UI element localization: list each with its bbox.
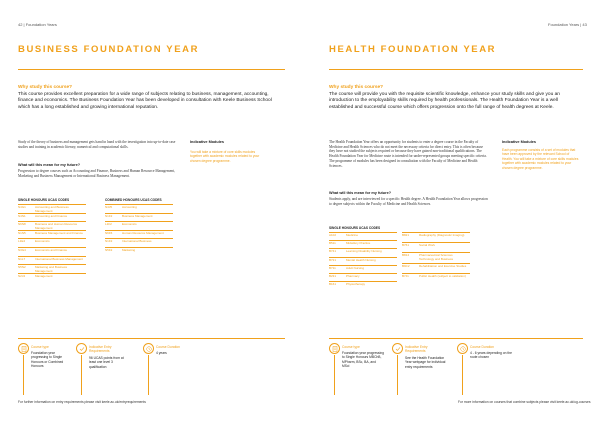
course-name: Accounting and Finance [35,213,68,218]
why-heading: Why study this course? [329,85,384,90]
checklist-icon [392,343,403,354]
course-name: Human Resource Management [122,230,164,235]
info-divider [329,338,583,339]
ucas-code: N5F2 [105,248,113,252]
course-name: Medicine [346,233,359,237]
course-name: Accounting [122,205,137,209]
course-name: Business and Human Resource Management [35,222,78,230]
info-line [23,355,24,395]
ucas-code: L1E4 [18,239,26,244]
course-name: Accounting and Business Management [35,205,69,213]
combined-honours-header: COMBINED HONOURS UCAS CODES [105,198,162,202]
info-line [334,355,335,395]
table-row [18,273,86,282]
table-row [402,242,470,251]
course-name: Social Work [419,243,435,248]
table-row [402,232,470,241]
info-divider [18,338,285,339]
course-name: Economics and Finance [35,248,68,252]
divider [18,69,285,70]
ucas-code: B761 [402,243,410,248]
table-row [105,247,173,256]
ucas-code: N1L7 [18,256,26,261]
footer-note: For further information on entry requirements please visit keele.ac.uk/entryrequirements [18,400,146,404]
course-type-label: Course type [31,345,49,349]
ucas-code: B9C2 [402,263,410,268]
future-heading: What will this mean for my future? [329,191,392,195]
ucas-code: B821 [402,233,410,237]
ucas-code: N6F6 [105,230,113,235]
single-honours-header: SINGLE HONOURS UCAS CODES [329,226,381,230]
ucas-code: A102 [329,233,337,237]
table-row [329,281,397,290]
course-name: Physiotherapy [346,282,366,287]
entry-requirements-label: Indicative Entry Requirements [89,345,112,354]
course-name: Mental Health Nursing [346,257,376,262]
single-honours-header: SINGLE HONOURS UCAS CODES [18,198,70,202]
indicative-modules-heading: Indicative Modules [502,140,536,144]
intro-paragraph: The course will provide you with the requisite scientific knowledge, enhance your study skills and give you an introduction to the employability skills required by health professionals. The Health Foundation Year is a well established and successful course which offers progression onto the full range of health degrees at Keele. [329,92,560,110]
ucas-code: N4G1 [18,205,26,209]
course-name: International Business Management [35,256,83,261]
table-row [402,273,470,282]
checklist-icon [76,343,87,354]
course-duration-text: 4 - 6 years depending on the route chosen [470,351,512,360]
indicative-modules-text: You will take a mixture of core skills modules together with academic modules related to your chosen degree programme. [190,150,260,163]
ucas-code: N1F2 [105,213,113,218]
course-name: Public Health (subject to validation) [419,273,466,278]
course-name: Pharmaceutical Sciences Technology and Business [419,253,454,262]
info-line [462,355,463,395]
indicative-modules-heading: Indicative Modules [190,140,224,144]
clipboard-icon [18,343,29,354]
ucas-code: N6N8 [18,222,26,227]
indicative-modules-text: Each programme consists of a set of modules that have been approved by the relevant School of Health. You will take a mixture of core skills modules together with academic modules related to your chosen degree programme. [502,148,579,170]
course-name: Radiography (Diagnostic Imaging) [419,233,465,237]
ucas-code: N4N1 [18,213,26,218]
running-header: Foundation Years | 43 [548,22,587,27]
info-line [148,355,149,395]
ucas-code: B161 [329,282,337,287]
body-paragraph-1: Study of the theory of business and management gets hand in hand with the investigation into up-to-date case studies and training in academic literary, numerical and computational skills. [18,140,176,149]
clipboard-icon [329,343,340,354]
clock-icon [143,343,154,354]
ucas-code: B511 [329,241,336,246]
ucas-code: N3G4 [18,248,26,252]
right-page [300,0,600,428]
course-name: Rehabilitation and Exercise Studies [419,263,467,268]
ucas-code: L1F2 [105,222,112,227]
course-name: Business Management and Finance [35,230,83,235]
course-name: Pharmacy [346,274,360,278]
entry-requirements-text: See the Health Foundation Year webpage for individual entry requirements [405,356,446,369]
ucas-code: N1F2 [105,239,113,244]
course-duration-label: Course Duration [156,345,181,349]
course-name: Marketing [122,248,136,252]
course-name: Economics [122,222,137,227]
body-paragraph-2: Students apply, and are interviewed for a specific Health degree. A Health Foundation Year allows progression to degree subjects within the Faculty of Medicine and Health Sciences. [329,197,488,206]
clock-icon [457,343,468,354]
entry-requirements-label: Indicative Entry Requirements [405,345,428,354]
info-line [397,355,398,395]
intro-paragraph: This course provides excellent preparation for a wide range of subjects relating to business, management, accounting, finance and economics. The Business Foundation Year has been developed in consultation with Keele Business School which has a long established and growing international reputation. [18,92,272,110]
ucas-code: N1N5 [18,230,26,235]
ucas-code: B814 [402,253,410,258]
course-name: Midwifery Practice [346,241,371,246]
course-duration-text: 4 years [156,351,167,355]
future-heading: What will this mean for my future? [18,163,81,167]
ucas-code: B231 [329,274,337,278]
ucas-code: B741 [329,249,337,254]
running-header: 42 | Foundation Years [18,22,57,27]
course-name: Business Management [122,213,153,218]
ucas-code: N5N2 [18,265,26,270]
course-name: Adult Nursing [346,265,365,270]
ucas-code: N2J4 [18,273,26,278]
course-name: Learning Disability Nursing [346,249,382,254]
table-row [402,252,470,261]
info-line [81,355,82,395]
ucas-code: B721 [329,257,337,262]
ucas-code: B7J1 [402,273,409,278]
ucas-code: N4J5 [105,205,113,209]
divider [329,69,583,70]
course-name: Management [35,273,53,278]
course-name: Economics [35,239,50,244]
course-name: Marketing and Business Management [35,265,68,273]
table-row [402,263,470,272]
why-heading: Why study this course? [18,85,73,90]
footer-note: For more information on courses that combine subjects please visit keele.ac.uk/ug-courses [458,400,591,404]
ucas-code: B711 [329,265,336,270]
page-title: BUSINESS FOUNDATION YEAR [18,44,200,55]
course-type-text: Foundation year progressing to Single Honours MBChB, MPharm, BSc, BA, and MSci [342,351,384,369]
entry-requirements-text: 96 UCAS points from at least one level 3 qualification [89,356,124,369]
body-paragraph-2: Progression to degree courses such as Accounting and Finance, Business and Human Resource Management, Marketing and Business Management or International Business Management. [18,169,175,178]
body-paragraph-1: The Health Foundation Year offers an opportunity for students to enter a degree course in the Faculty of Medicine and Health Sciences who do not meet the necessary criteria for direct entry. This is often because they have not studied the subjects required or because they have gained non-traditional qualifications. The Health Foundation Year for Medicine route is intended for under-represented groups meeting specific criteria. The programme of modules has been designed in consultation with the Faculty of Medicine and Health Sciences. [329,140,487,168]
page-title: HEALTH FOUNDATION YEAR [329,44,497,55]
course-type-text: Foundation year progressing to Single Honours or Combined Honours [31,351,64,369]
course-duration-label: Course Duration [470,345,495,349]
course-name: International Business [122,239,152,244]
course-type-label: Course type [342,345,360,349]
